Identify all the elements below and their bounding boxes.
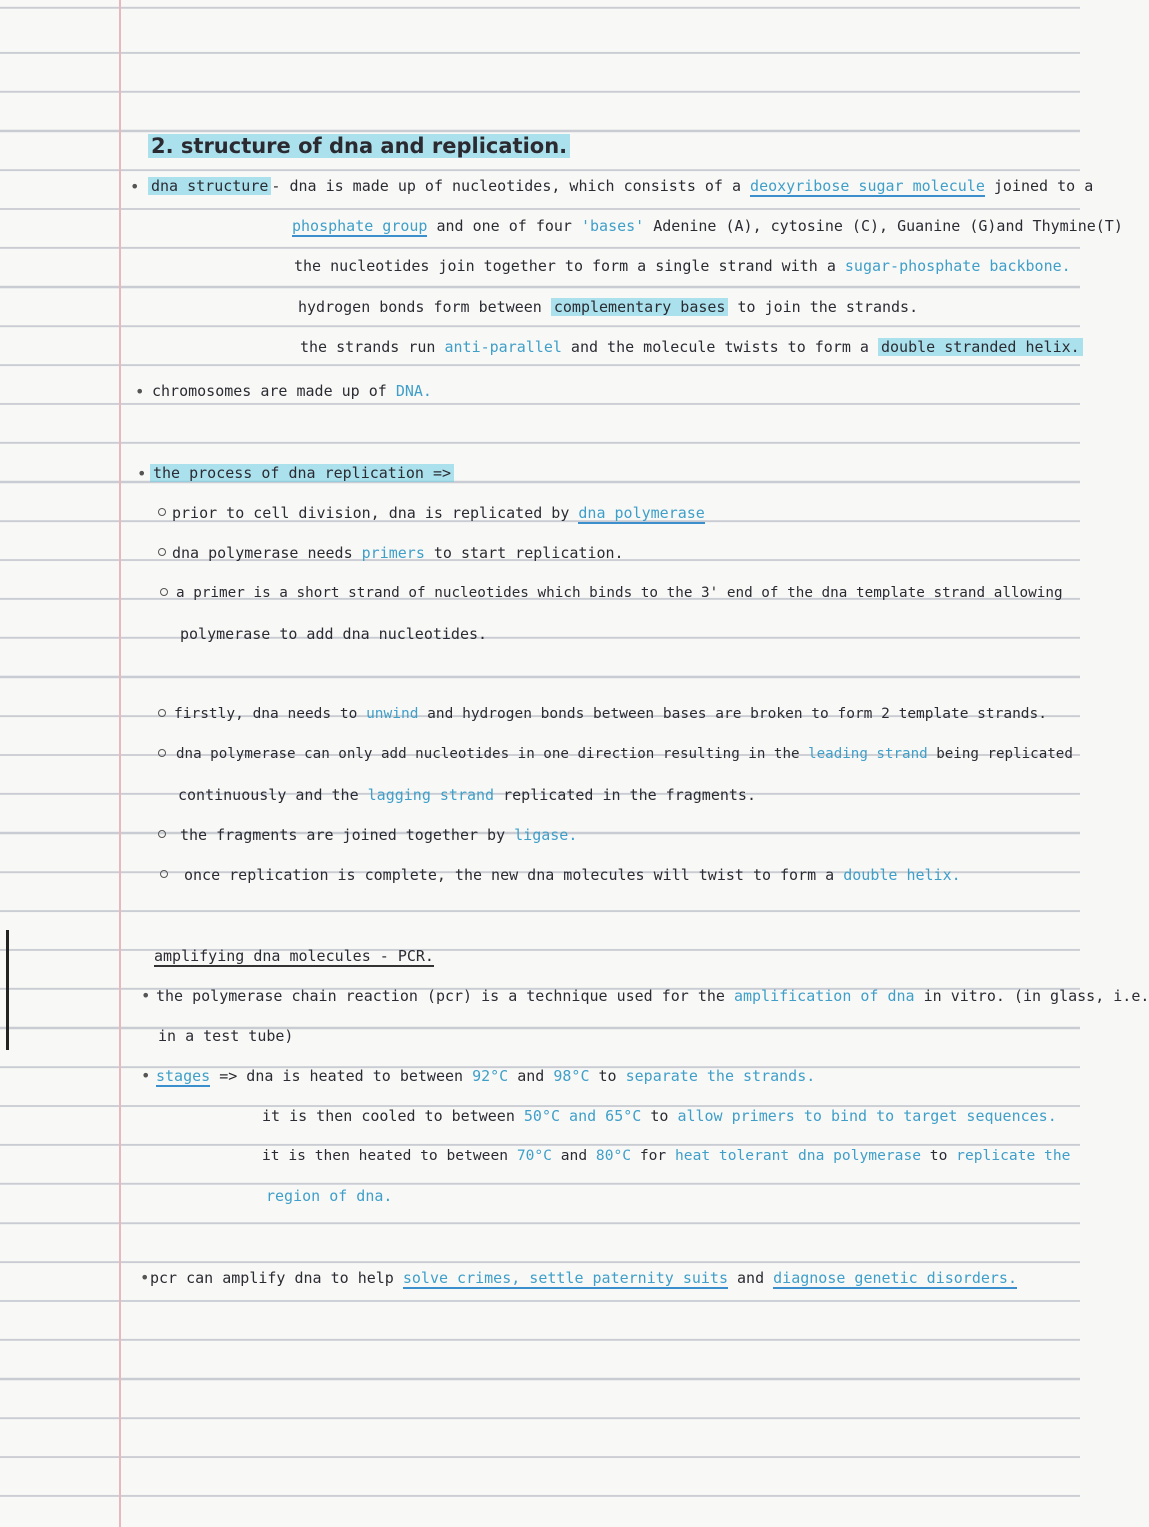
genetic-disorders-term: diagnose genetic disorders. bbox=[773, 1269, 1017, 1287]
replication-point-1 bbox=[172, 503, 705, 523]
step-text-2d: continuously and the bbox=[178, 786, 368, 804]
replication-point-3-cont bbox=[180, 624, 487, 644]
dna-structure-line-3 bbox=[294, 256, 1071, 276]
dna-structure-label: dna structure bbox=[148, 177, 271, 195]
dna-structure-text-5a: the strands run bbox=[300, 338, 445, 356]
heading-text: 2. structure of dna and replication. bbox=[148, 134, 570, 158]
dna-polymerase-term: dna polymerase bbox=[578, 504, 705, 522]
pcr-definition-cont bbox=[158, 1026, 293, 1046]
bullet-ring bbox=[158, 749, 166, 757]
primers-term: primers bbox=[361, 544, 425, 562]
double-helix-term: double stranded helix. bbox=[878, 338, 1083, 356]
bullet-dot: • bbox=[140, 1268, 150, 1287]
amplification-term: amplification of dna bbox=[733, 987, 915, 1005]
bullet-ring bbox=[160, 870, 168, 878]
dna-structure-text-2b: and one of four bbox=[427, 217, 581, 235]
dna-structure-text-4a: hydrogen bonds form between bbox=[298, 298, 551, 316]
temp-98: 98°C bbox=[553, 1067, 590, 1085]
bullet-ring bbox=[158, 548, 166, 556]
pcr-text-2: in a test tube) bbox=[158, 1027, 294, 1045]
stage-text-3c: and bbox=[551, 1147, 596, 1164]
stage-text-3e: for bbox=[631, 1147, 675, 1164]
stage-text-1a: => dna is heated to between bbox=[210, 1067, 473, 1085]
heat-tolerant-term: heat tolerant dna polymerase bbox=[675, 1147, 922, 1164]
replication-title-text: the process of dna replication => bbox=[150, 464, 454, 482]
bullet-ring bbox=[158, 830, 166, 838]
replication-point-3 bbox=[176, 583, 1063, 603]
uses-text-c: and bbox=[727, 1269, 774, 1287]
replication-text-2a: dna polymerase needs bbox=[172, 544, 362, 562]
pcr-definition bbox=[156, 986, 1149, 1006]
temp-70: 70°C bbox=[516, 1147, 552, 1164]
pcr-uses bbox=[150, 1268, 1017, 1288]
uses-text-a: pcr can amplify dna to help bbox=[150, 1269, 403, 1287]
backbone-term: sugar-phosphate backbone. bbox=[844, 257, 1071, 275]
region-term: region of dna. bbox=[266, 1187, 393, 1205]
unwind-term: unwind bbox=[366, 706, 419, 722]
bullet-ring bbox=[158, 508, 166, 516]
deoxyribose-term: deoxyribose sugar molecule bbox=[750, 177, 985, 195]
pcr-stage-3-cont bbox=[266, 1186, 392, 1206]
step-text-2f: replicated in the fragments. bbox=[494, 786, 756, 804]
bullet-ring bbox=[160, 588, 168, 596]
replication-step-4 bbox=[184, 865, 961, 885]
double-helix-final-term: double helix. bbox=[843, 866, 961, 884]
replication-point-2 bbox=[172, 543, 624, 563]
replication-text-3a: a primer is a short strand of nucleotides which binds to the 3' end of the dna template strand allowing bbox=[176, 585, 1063, 601]
dna-structure-line-5 bbox=[300, 337, 1083, 357]
bullet-dot: • bbox=[141, 986, 151, 1005]
margin-mark bbox=[6, 930, 9, 1050]
pcr-title-text: amplifying dna molecules - PCR. bbox=[154, 947, 434, 965]
pcr-title bbox=[154, 946, 434, 966]
phosphate-term: phosphate group bbox=[292, 217, 428, 235]
page-heading bbox=[148, 136, 570, 156]
stage-text-2c: to bbox=[641, 1107, 678, 1125]
replication-text-3b: polymerase to add dna nucleotides. bbox=[180, 625, 488, 643]
bases-term: 'bases' bbox=[581, 217, 645, 235]
stage-text-1c: and bbox=[508, 1067, 554, 1085]
replication-step-2 bbox=[176, 744, 1073, 764]
bases-list: Adenine (A), cytosine (C), Guanine (G)and Thymine(T) bbox=[644, 217, 1123, 235]
replication-step-3 bbox=[180, 825, 577, 845]
bullet-ring bbox=[158, 709, 166, 717]
dna-structure-text-4c: to join the strands. bbox=[728, 298, 919, 316]
replication-step-2-cont bbox=[178, 785, 756, 805]
pcr-text-1a: the polymerase chain reaction (pcr) is a technique used for the bbox=[156, 987, 734, 1005]
step-text-2c: being replicated bbox=[927, 746, 1073, 762]
pcr-stage-3 bbox=[262, 1146, 1070, 1166]
step-text-3a: the fragments are joined together by bbox=[180, 826, 515, 844]
pcr-text-1c: in vitro. (in glass, i.e. bbox=[914, 987, 1149, 1005]
step-text-1a: firstly, dna needs to bbox=[174, 706, 367, 722]
dna-structure-line-4 bbox=[298, 297, 918, 317]
stages-label: stages bbox=[156, 1067, 211, 1085]
dna-structure-line-1 bbox=[148, 176, 1093, 196]
replicate-term: replicate the bbox=[956, 1147, 1071, 1164]
step-text-4a: once replication is complete, the new dna molecules will twist to form a bbox=[184, 866, 844, 884]
dna-structure-text-1c: joined to a bbox=[984, 177, 1094, 195]
crimes-paternity-term: solve crimes, settle paternity suits bbox=[402, 1269, 728, 1287]
replication-step-1 bbox=[174, 704, 1047, 724]
stage-text-2a: it is then cooled to between bbox=[262, 1107, 524, 1125]
separate-strands-term: separate the strands. bbox=[625, 1067, 816, 1085]
margin-line bbox=[119, 0, 121, 1527]
replication-text-2c: to start replication. bbox=[424, 544, 624, 562]
dna-structure-text-5c: and the molecule twists to form a bbox=[561, 338, 878, 356]
temp-50-65: 50°C and 65°C bbox=[523, 1107, 642, 1125]
dna-structure-text-3a: the nucleotides join together to form a single strand with a bbox=[294, 257, 845, 275]
replication-text-1a: prior to cell division, dna is replicated by bbox=[172, 504, 579, 522]
replication-title bbox=[150, 463, 454, 483]
bullet-dot: • bbox=[137, 464, 147, 483]
bullet-dot: • bbox=[130, 177, 140, 196]
pcr-stage-1 bbox=[156, 1066, 815, 1086]
bullet-dot: • bbox=[141, 1066, 151, 1085]
anti-parallel-term: anti-parallel bbox=[444, 338, 562, 356]
dna-structure-text-1a: - dna is made up of nucleotides, which consists of a bbox=[271, 177, 751, 195]
ligase-term: ligase. bbox=[514, 826, 578, 844]
stage-text-3g: to bbox=[921, 1147, 957, 1164]
stage-text-3a: it is then heated to between bbox=[262, 1147, 517, 1164]
chromosomes-line bbox=[152, 381, 432, 401]
complementary-term: complementary bases bbox=[551, 298, 729, 316]
step-text-2a: dna polymerase can only add nucleotides in one direction resulting in the bbox=[176, 746, 809, 762]
bullet-dot: • bbox=[135, 382, 145, 401]
temp-92: 92°C bbox=[472, 1067, 509, 1085]
pcr-stage-2 bbox=[262, 1106, 1057, 1126]
primers-bind-term: allow primers to bind to target sequences. bbox=[677, 1107, 1057, 1125]
leading-strand-term: leading strand bbox=[808, 746, 928, 762]
lagging-strand-term: lagging strand bbox=[367, 786, 495, 804]
step-text-1c: and hydrogen bonds between bases are broken to form 2 template strands. bbox=[418, 706, 1047, 722]
chromosomes-text: chromosomes are made up of bbox=[152, 382, 396, 400]
temp-80: 80°C bbox=[595, 1147, 632, 1164]
dna-term: DNA. bbox=[395, 382, 432, 400]
dna-structure-line-2 bbox=[292, 216, 1123, 236]
stage-text-1e: to bbox=[589, 1067, 626, 1085]
